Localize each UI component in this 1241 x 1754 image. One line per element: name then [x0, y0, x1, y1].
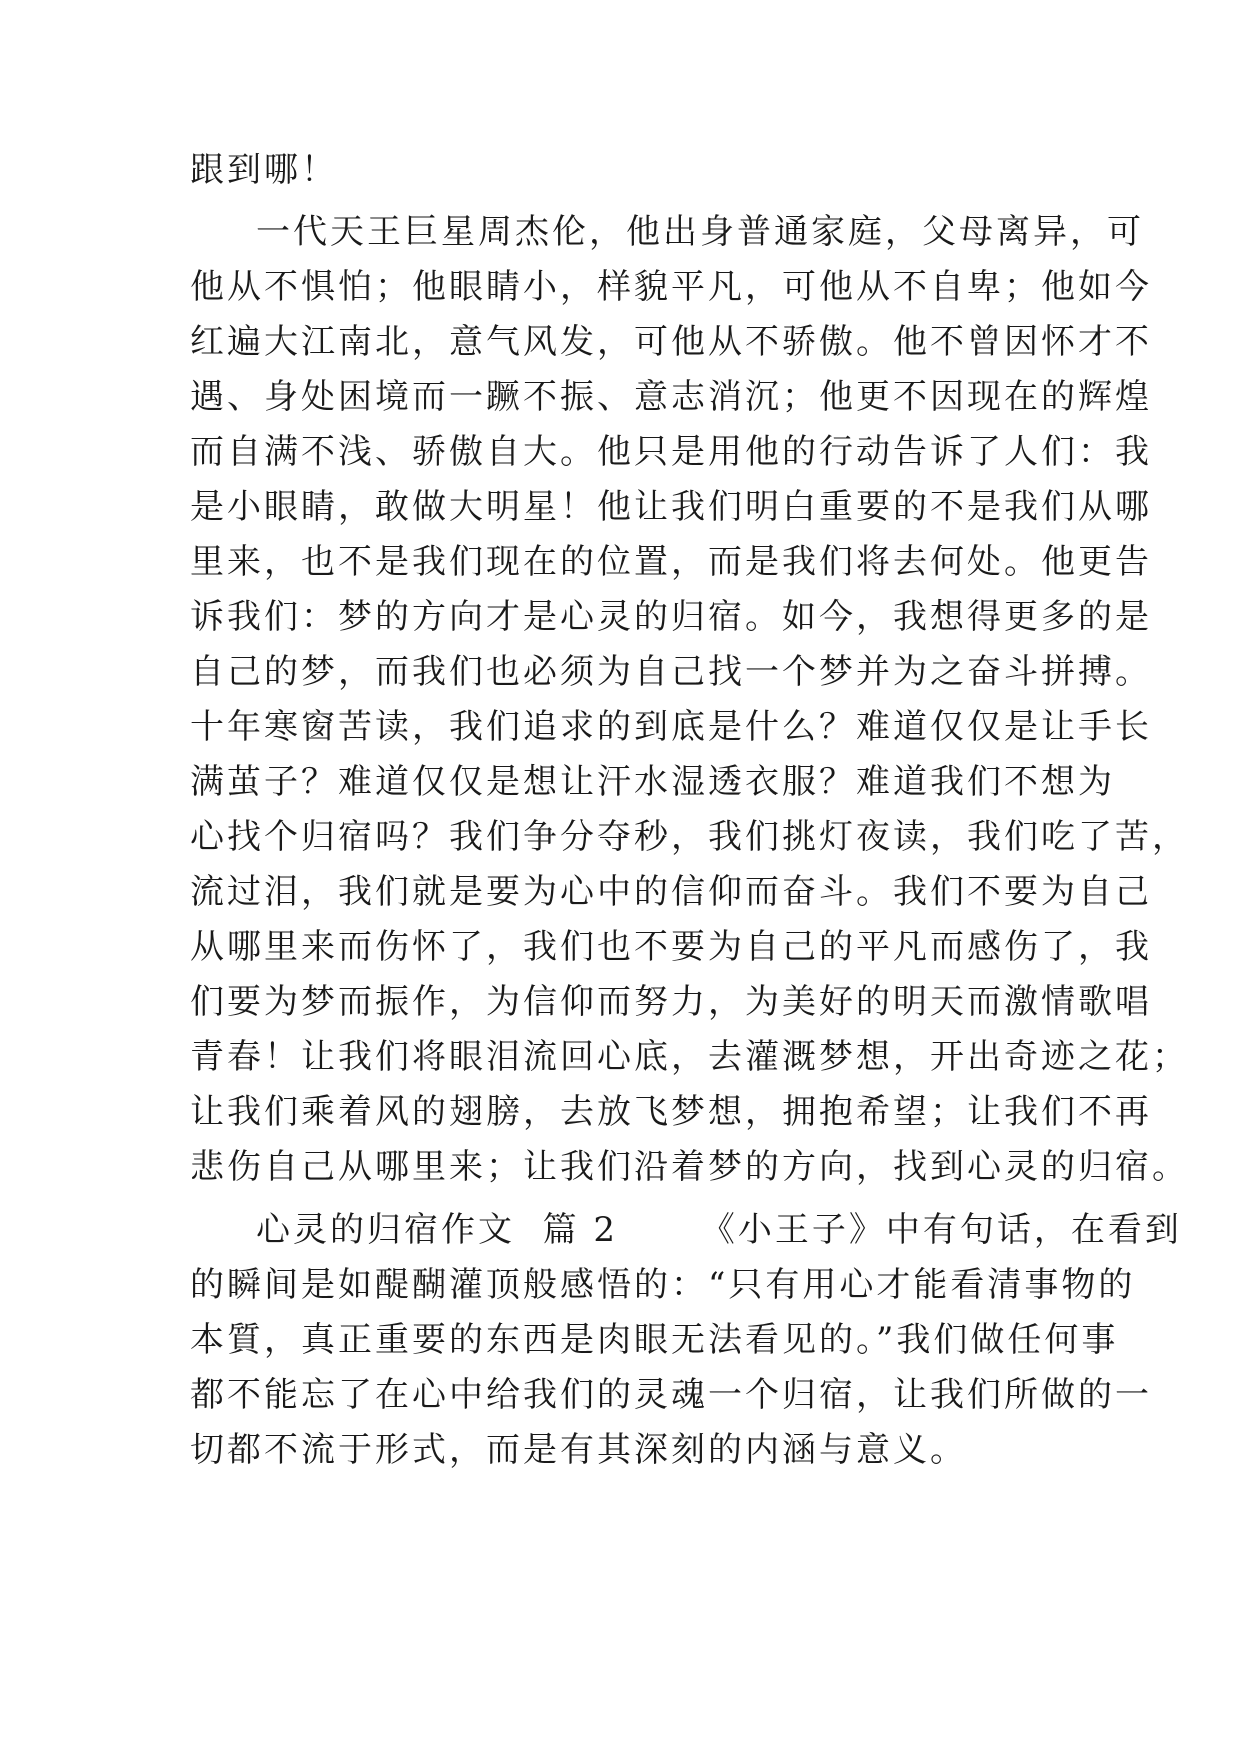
- text-line: 们要为梦而振作，为信仰而努力，为美好的明天而激情歌唱: [190, 982, 1152, 1022]
- text-line: 他从不惧怕；他眼睛小，样貌平凡，可他从不自卑；他如今: [190, 267, 1152, 307]
- text-line: 红遍大江南北，意气风发，可他从不骄傲。他不曾因怀才不: [190, 322, 1152, 362]
- text-line: 十年寒窗苦读，我们追求的到底是什么？难道仅仅是让手长: [190, 707, 1152, 747]
- text-line: 满茧子？难道仅仅是想让汗水湿透衣服？难道我们不想为: [190, 762, 1115, 802]
- text-line: 悲伤自己从哪里来；让我们沿着梦的方向，找到心灵的归宿。: [190, 1147, 1189, 1187]
- text-line: 切都不流于形式，而是有其深刻的内涵与意义。: [190, 1430, 967, 1470]
- text-line: 是小眼睛，敢做大明星！他让我们明白重要的不是我们从哪: [190, 487, 1152, 527]
- text-line: 里来，也不是我们现在的位置，而是我们将去何处。他更告: [190, 542, 1152, 582]
- text-line: 诉我们：梦的方向才是心灵的归宿。如今，我想得更多的是: [190, 597, 1152, 637]
- text-line: 心找个归宿吗？我们争分夺秒，我们挑灯夜读，我们吃了苦，: [190, 817, 1189, 857]
- section-heading-line: 心灵的归宿作文 篇 2 《小王子》中有句话，在看到: [256, 1210, 1182, 1250]
- text-line: 本質，真正重要的东西是肉眼无法看见的。”我们做任何事: [190, 1320, 1119, 1360]
- paragraph-first-line: 一代天王巨星周杰伦，他出身普通家庭，父母离异，可: [256, 212, 1144, 252]
- text-line: 跟到哪！: [190, 150, 338, 190]
- text-line: 从哪里来而伤怀了，我们也不要为自己的平凡而感伤了，我: [190, 927, 1152, 967]
- text-line: 自己的梦，而我们也必须为自己找一个梦并为之奋斗拼搏。: [190, 652, 1152, 692]
- text-line: 都不能忘了在心中给我们的灵魂一个归宿，让我们所做的一: [190, 1375, 1152, 1415]
- text-line: 的瞬间是如醍醐灌顶般感悟的：“只有用心才能看清事物的: [190, 1265, 1136, 1305]
- text-line: 青春！让我们将眼泪流回心底，去灌溉梦想，开出奇迹之花；: [190, 1037, 1189, 1077]
- text-line: 流过泪，我们就是要为心中的信仰而奋斗。我们不要为自己: [190, 872, 1152, 912]
- text-line: 遇、身处困境而一蹶不振、意志消沉；他更不因现在的辉煌: [190, 377, 1152, 417]
- text-line: 而自满不浅、骄傲自大。他只是用他的行动告诉了人们：我: [190, 432, 1152, 472]
- text-line: 让我们乘着风的翅膀，去放飞梦想，拥抱希望；让我们不再: [190, 1092, 1152, 1132]
